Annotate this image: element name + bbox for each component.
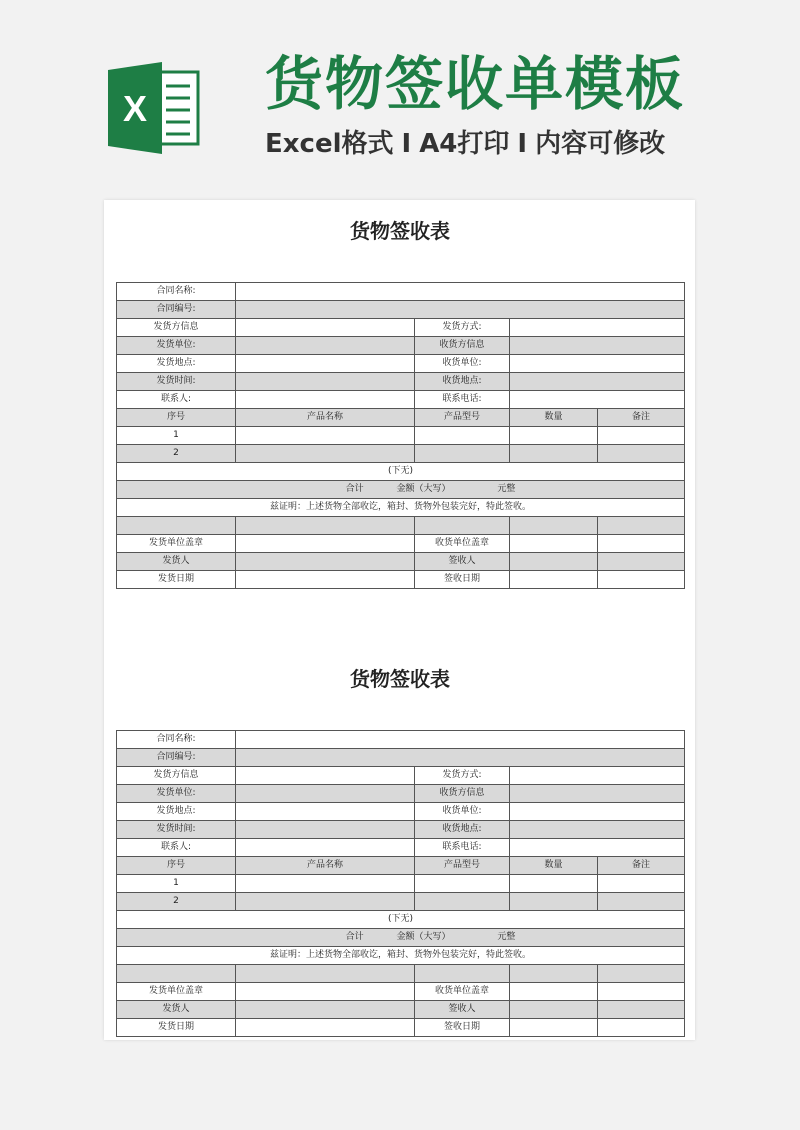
ship-place-label: 发货地点:: [117, 803, 236, 821]
receiver-info-value[interactable]: [510, 785, 685, 803]
blank-cell: [415, 965, 510, 983]
product-name-cell[interactable]: [236, 875, 415, 893]
recv-place-label: 收货地点:: [415, 373, 510, 391]
table-row: [117, 463, 685, 481]
sign-date-label: 签收日期: [415, 571, 510, 589]
ship-time-value[interactable]: [236, 373, 415, 391]
receiver-info-label: 收货方信息: [415, 337, 510, 355]
shipper-label: 发货人: [117, 1001, 236, 1019]
table-row: [117, 821, 685, 839]
contract-no-label: 合同编号:: [117, 749, 236, 767]
receiver-info-value[interactable]: [510, 337, 685, 355]
table-row: [117, 731, 685, 749]
recv-unit-value[interactable]: [510, 355, 685, 373]
product-name-cell[interactable]: [236, 445, 415, 463]
receiver-seal-extra[interactable]: [598, 535, 685, 553]
col-header-index: 序号: [117, 409, 236, 427]
amount-label: 金额（大写）: [396, 932, 451, 942]
contract-name-value[interactable]: [236, 283, 685, 301]
contact-label: 联系人:: [117, 391, 236, 409]
recv-place-value[interactable]: [510, 821, 685, 839]
signer-label: 签收人: [415, 1001, 510, 1019]
logo-letter: X: [122, 88, 148, 129]
table-row: [117, 499, 685, 517]
ship-date-label: 发货日期: [117, 1019, 236, 1037]
table-row: [117, 929, 685, 947]
phone-label: 联系电话:: [415, 391, 510, 409]
signer-value[interactable]: [510, 553, 598, 571]
blank-cell: [236, 965, 415, 983]
contract-name-label: 合同名称:: [117, 731, 236, 749]
form-title: 货物签收表: [350, 219, 450, 243]
contract-no-label: 合同编号:: [117, 301, 236, 319]
subtitle-editable: 内容可修改: [535, 129, 666, 159]
below-none-note: (下无): [117, 911, 685, 929]
quantity-cell[interactable]: [510, 445, 598, 463]
yuan-label: 元整: [497, 484, 516, 494]
excel-logo-icon: [104, 58, 204, 158]
col-header-model: 产品型号: [415, 857, 510, 875]
table-header-row: [117, 409, 685, 427]
total-label: 合计: [345, 932, 364, 942]
contract-name-label: 合同名称:: [117, 283, 236, 301]
sender-seal-label: 发货单位盖章: [117, 535, 236, 553]
model-cell[interactable]: [415, 893, 510, 911]
blank-cell: [236, 517, 415, 535]
remark-cell[interactable]: [598, 427, 685, 445]
table-row: [117, 803, 685, 821]
col-header-quantity: 数量: [510, 409, 598, 427]
receipt-form: [116, 664, 684, 1037]
table-row: [117, 749, 685, 767]
ship-place-value[interactable]: [236, 803, 415, 821]
table-row: [117, 1001, 685, 1019]
blank-cell: [510, 965, 598, 983]
remark-cell[interactable]: [598, 893, 685, 911]
blank-cell: [117, 965, 236, 983]
shipper-value[interactable]: [236, 1001, 415, 1019]
col-header-remark: 备注: [598, 857, 685, 875]
sign-date-value[interactable]: [510, 571, 598, 589]
receipt-form: [116, 216, 684, 589]
phone-label: 联系电话:: [415, 839, 510, 857]
model-cell[interactable]: [415, 427, 510, 445]
ship-date-label: 发货日期: [117, 571, 236, 589]
col-header-index: 序号: [117, 857, 236, 875]
receiver-seal-label: 收货单位盖章: [415, 983, 510, 1001]
table-row: [117, 875, 685, 893]
below-none-note: (下无): [117, 463, 685, 481]
table-row: [117, 893, 685, 911]
table-row: [117, 965, 685, 983]
ship-date-value[interactable]: [236, 571, 415, 589]
total-row: [117, 929, 685, 947]
sender-seal-label: 发货单位盖章: [117, 983, 236, 1001]
sender-unit-value[interactable]: [236, 337, 415, 355]
blank-cell: [117, 517, 236, 535]
product-name-cell[interactable]: [236, 893, 415, 911]
document-page: [104, 200, 695, 1040]
receipt-table: [116, 730, 685, 1037]
ship-place-value[interactable]: [236, 355, 415, 373]
receiver-seal-value[interactable]: [510, 535, 598, 553]
subtitle: [265, 124, 665, 164]
table-row: [117, 983, 685, 1001]
col-header-remark: 备注: [598, 409, 685, 427]
remark-cell[interactable]: [598, 445, 685, 463]
certify-text: 兹证明：上述货物全部收讫，箱封、货物外包装完好，特此签收。: [117, 947, 685, 965]
row-index: 1: [117, 875, 236, 893]
recv-unit-label: 收货单位:: [415, 355, 510, 373]
ship-method-label: 发货方式:: [415, 319, 510, 337]
ship-method-value[interactable]: [510, 767, 685, 785]
subtitle-separator: I: [401, 129, 412, 159]
blank-cell: [510, 517, 598, 535]
table-row: [117, 445, 685, 463]
page-title: 货物签收单模板: [265, 50, 686, 118]
receiver-seal-value[interactable]: [510, 983, 598, 1001]
sign-date-label: 签收日期: [415, 1019, 510, 1037]
receipt-table: [116, 282, 685, 589]
total-row: [117, 481, 685, 499]
sender-seal-value[interactable]: [236, 983, 415, 1001]
contract-name-value[interactable]: [236, 731, 685, 749]
table-row: [117, 373, 685, 391]
contract-no-value[interactable]: [236, 301, 685, 319]
sign-date-value[interactable]: [510, 1019, 598, 1037]
total-label: 合计: [345, 484, 364, 494]
quantity-cell[interactable]: [510, 893, 598, 911]
amount-label: 金额（大写）: [396, 484, 451, 494]
product-name-cell[interactable]: [236, 427, 415, 445]
col-header-product-name: 产品名称: [236, 857, 415, 875]
table-header-row: [117, 857, 685, 875]
table-row: [117, 481, 685, 499]
remark-cell[interactable]: [598, 875, 685, 893]
ship-time-label: 发货时间:: [117, 821, 236, 839]
table-row: [117, 301, 685, 319]
table-row: [117, 911, 685, 929]
model-cell[interactable]: [415, 445, 510, 463]
sign-date-extra[interactable]: [598, 1019, 685, 1037]
contact-value[interactable]: [236, 391, 415, 409]
table-row: [117, 319, 685, 337]
table-row: [117, 535, 685, 553]
sender-unit-value[interactable]: [236, 785, 415, 803]
ship-method-value[interactable]: [510, 319, 685, 337]
table-row: [117, 553, 685, 571]
receiver-seal-label: 收货单位盖章: [415, 535, 510, 553]
blank-cell: [598, 965, 685, 983]
sender-info-label: 发货方信息: [117, 767, 236, 785]
sender-info-label: 发货方信息: [117, 319, 236, 337]
table-row: [117, 767, 685, 785]
blank-cell: [415, 517, 510, 535]
ship-time-value[interactable]: [236, 821, 415, 839]
header: [0, 0, 800, 200]
subtitle-format: Excel格式: [265, 129, 394, 159]
table-row: [117, 1019, 685, 1037]
col-header-model: 产品型号: [415, 409, 510, 427]
row-index: 2: [117, 893, 236, 911]
table-row: [117, 337, 685, 355]
receiver-seal-extra[interactable]: [598, 983, 685, 1001]
recv-unit-label: 收货单位:: [415, 803, 510, 821]
table-row: [117, 517, 685, 535]
signer-extra[interactable]: [598, 553, 685, 571]
ship-method-label: 发货方式:: [415, 767, 510, 785]
signer-extra[interactable]: [598, 1001, 685, 1019]
sender-info-value[interactable]: [236, 767, 415, 785]
phone-value[interactable]: [510, 391, 685, 409]
table-row: [117, 391, 685, 409]
signer-label: 签收人: [415, 553, 510, 571]
row-index: 1: [117, 427, 236, 445]
contract-no-value[interactable]: [236, 749, 685, 767]
phone-value[interactable]: [510, 839, 685, 857]
form-title: 货物签收表: [350, 667, 450, 691]
blank-cell: [598, 517, 685, 535]
table-row: [117, 785, 685, 803]
col-header-product-name: 产品名称: [236, 409, 415, 427]
row-index: 2: [117, 445, 236, 463]
sender-unit-label: 发货单位:: [117, 785, 236, 803]
col-header-quantity: 数量: [510, 857, 598, 875]
sender-unit-label: 发货单位:: [117, 337, 236, 355]
sender-seal-value[interactable]: [236, 535, 415, 553]
shipper-label: 发货人: [117, 553, 236, 571]
ship-date-value[interactable]: [236, 1019, 415, 1037]
table-row: [117, 427, 685, 445]
subtitle-separator: I: [517, 129, 528, 159]
table-row: [117, 947, 685, 965]
certify-text: 兹证明：上述货物全部收讫，箱封、货物外包装完好，特此签收。: [117, 499, 685, 517]
table-row: [117, 283, 685, 301]
shipper-value[interactable]: [236, 553, 415, 571]
subtitle-print: A4打印: [419, 129, 510, 159]
table-row: [117, 355, 685, 373]
table-row: [117, 839, 685, 857]
ship-place-label: 发货地点:: [117, 355, 236, 373]
sender-info-value[interactable]: [236, 319, 415, 337]
contact-label: 联系人:: [117, 839, 236, 857]
table-row: [117, 571, 685, 589]
sign-date-extra[interactable]: [598, 571, 685, 589]
signer-value[interactable]: [510, 1001, 598, 1019]
quantity-cell[interactable]: [510, 427, 598, 445]
quantity-cell[interactable]: [510, 875, 598, 893]
recv-unit-value[interactable]: [510, 803, 685, 821]
contact-value[interactable]: [236, 839, 415, 857]
model-cell[interactable]: [415, 875, 510, 893]
ship-time-label: 发货时间:: [117, 373, 236, 391]
recv-place-label: 收货地点:: [415, 821, 510, 839]
yuan-label: 元整: [497, 932, 516, 942]
recv-place-value[interactable]: [510, 373, 685, 391]
receiver-info-label: 收货方信息: [415, 785, 510, 803]
